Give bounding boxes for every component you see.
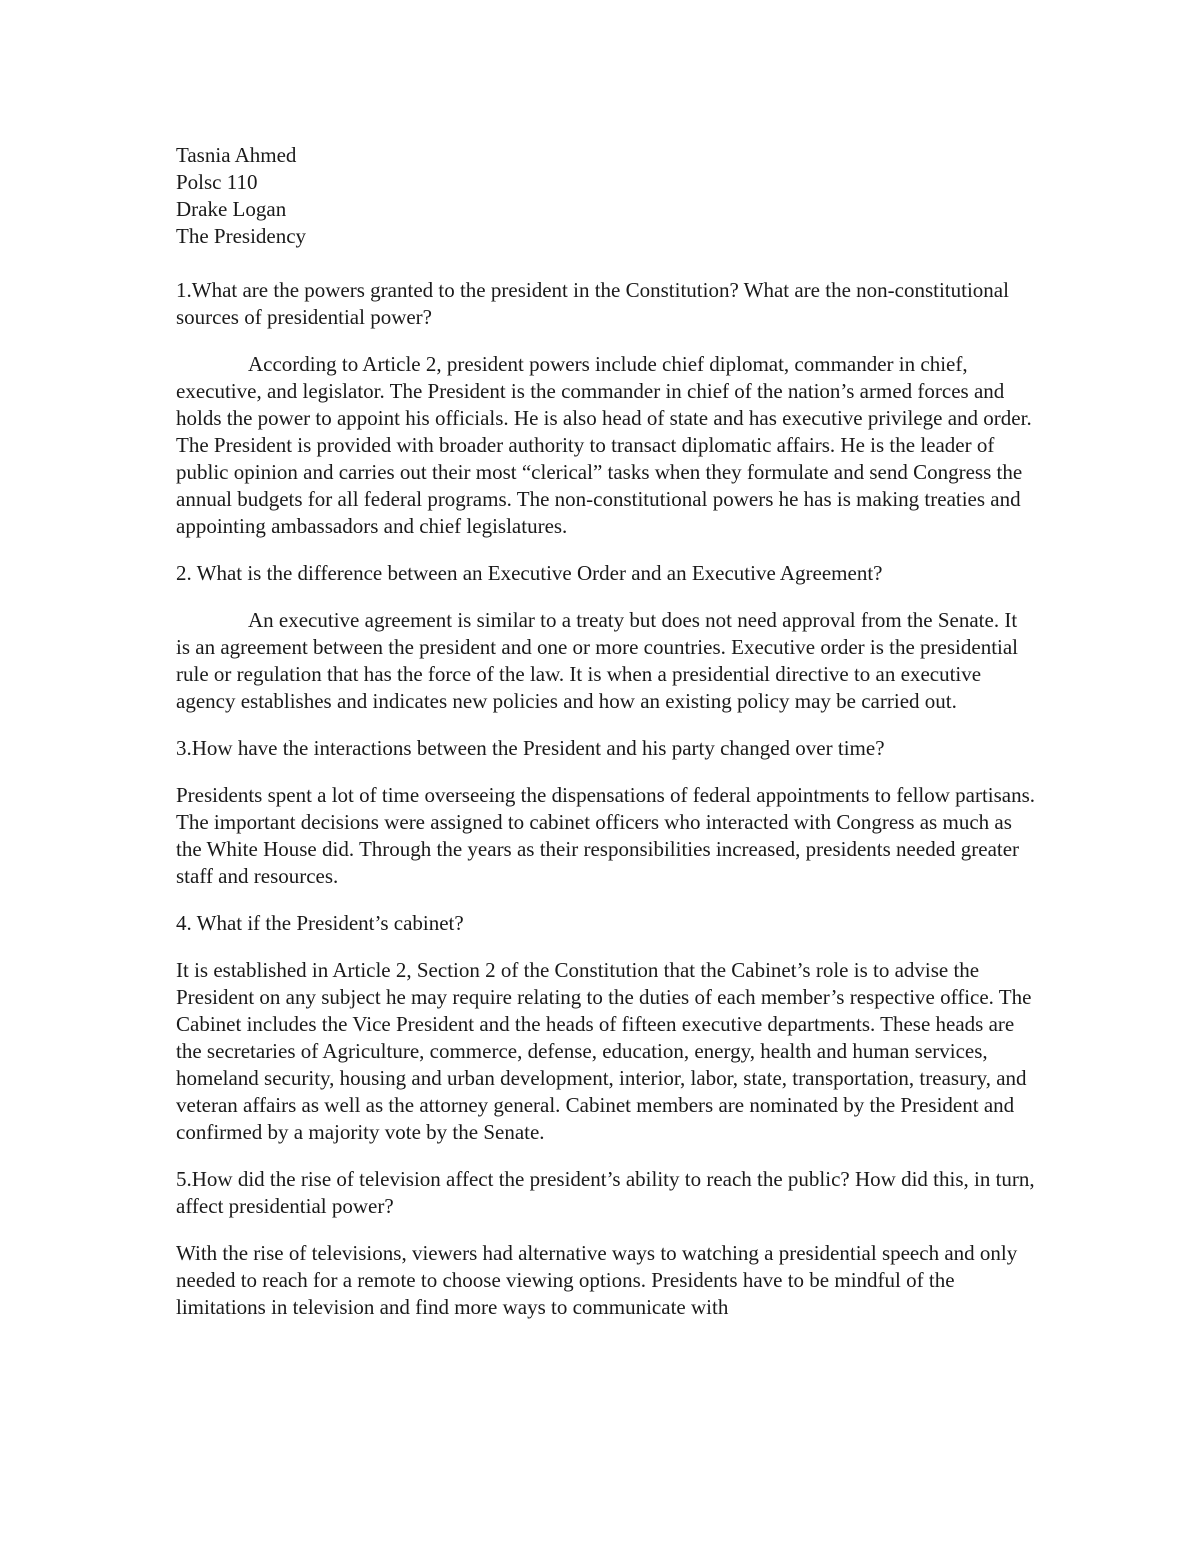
question-1: 1.What are the powers granted to the president in the Constitution? What are the non-constitutional sources of presidential power?	[176, 278, 1009, 329]
question-4: 4. What if the President’s cabinet?	[176, 911, 464, 935]
author-name: Tasnia Ahmed	[176, 143, 297, 167]
document-title: The Presidency	[176, 224, 307, 248]
question-5: 5.How did the rise of television affect the president’s ability to reach the public? How did this, in turn, affect presidential power?	[176, 1167, 1035, 1218]
answer-4: It is established in Article 2, Section 2 of the Constitution that the Cabinet’s role is to advise the President on any subject he may require relating to the duties of each member’s respective office. The Cabinet includes the Vice President and the heads of fifteen executive departments. These heads are the secretaries of Agriculture, commerce, defense, education, energy, health and human services, homeland security, housing and urban development, interior, labor, state, transportation, treasury, and veteran affairs as well as the attorney general. Cabinet members are nominated by the President and confirmed by a majority vote by the Senate.	[176, 958, 1032, 1144]
question-2: 2. What is the difference between an Executive Order and an Executive Agreement?	[176, 561, 883, 585]
answer-1: According to Article 2, president powers include chief diplomat, commander in chief, executive, and legislator. The President is the commander in chief of the nation’s armed forces and holds the power to appoint his officials. He is also head of state and has executive privilege and order. The President is provided with broader authority to transact diplomatic affairs. He is the leader of public opinion and carries out their most “clerical” tasks when they formulate and send Congress the annual budgets for all federal programs. The non-constitutional powers he has is making treaties and appointing ambassadors and chief legislatures.	[176, 352, 1032, 538]
answer-2: An executive agreement is similar to a treaty but does not need approval from the Senate. It is an agreement between the president and one or more countries. Executive order is the presidential rule or regulation that has the force of the law. It is when a presidential directive to an executive agency establishes and indicates new policies and how an existing policy may be carried out.	[176, 608, 1019, 713]
question-3: 3.How have the interactions between the President and his party changed over time?	[176, 736, 885, 760]
instructor-name: Drake Logan	[176, 197, 287, 221]
course-code: Polsc 110	[176, 170, 258, 194]
answer-3: Presidents spent a lot of time overseeing the dispensations of federal appointments to fellow partisans. The important decisions were assigned to cabinet officers who interacted with Congress as much as the White House did. Through the years as their responsibilities increased, presidents needed greater staff and resources.	[176, 783, 1036, 888]
answer-5: With the rise of televisions, viewers had alternative ways to watching a presidential speech and only needed to reach for a remote to choose viewing options. Presidents have to be mindful of the limitations in television and find more ways to communicate with	[176, 1241, 1018, 1319]
document-header	[176, 142, 1036, 250]
document-body	[176, 142, 1036, 1341]
